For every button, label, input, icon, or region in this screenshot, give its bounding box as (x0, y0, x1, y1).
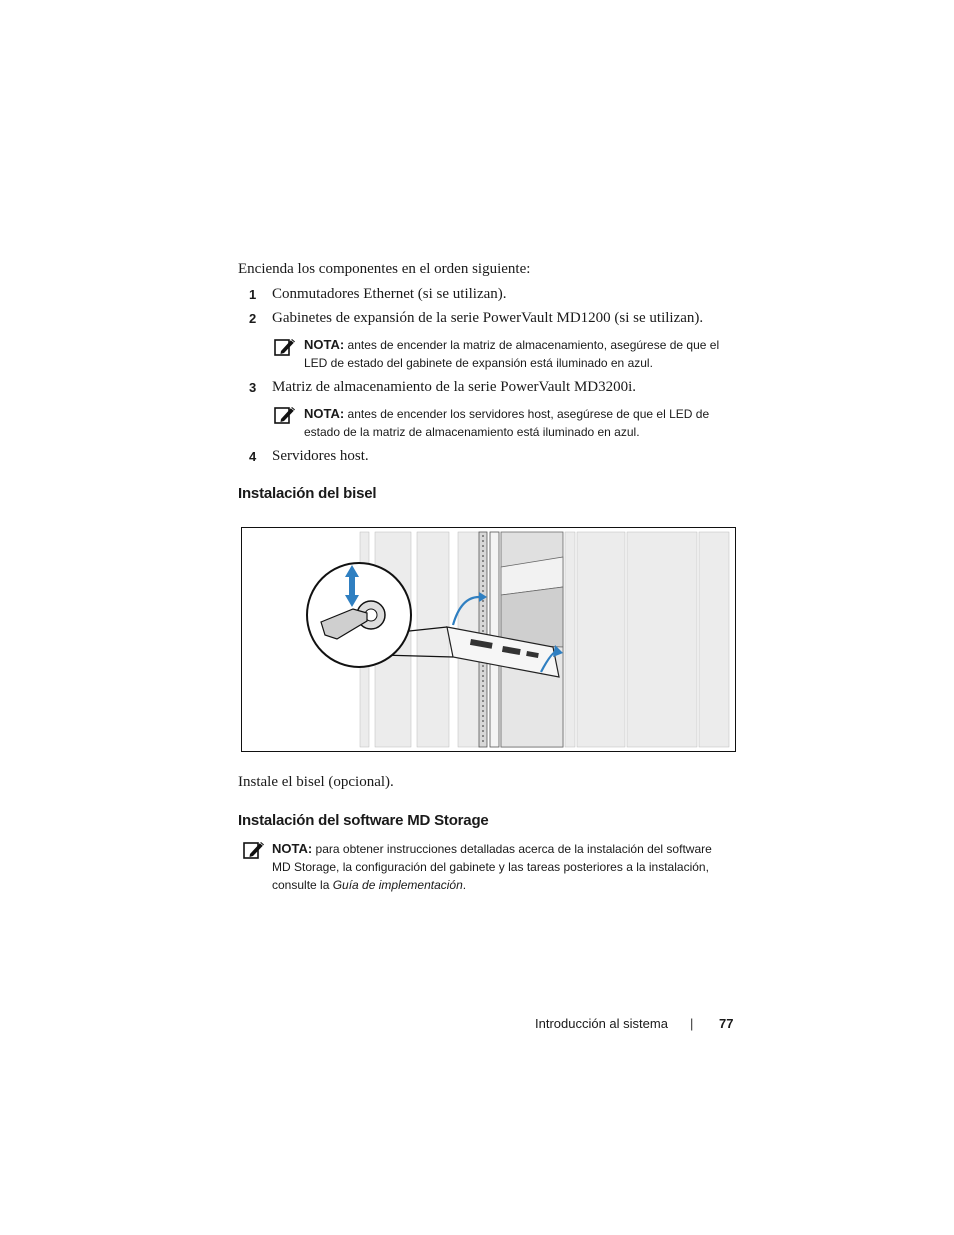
step-number: 3 (249, 380, 257, 395)
note-line: antes de encender la matriz de almacenamiento, asegúrese de que el (347, 338, 720, 352)
step-number: 1 (249, 287, 257, 302)
note-label: NOTA: (304, 406, 345, 421)
note-1 (304, 336, 744, 372)
note-line: estado de la matriz de almacenamiento está iluminado en azul. (304, 425, 640, 439)
section-heading: Instalación del bisel (238, 485, 377, 502)
pencil-note-icon (274, 337, 296, 357)
pencil-note-icon (243, 840, 265, 860)
footer-separator: | (690, 1016, 694, 1031)
note-3 (272, 840, 747, 894)
footer-title: Introducción al sistema (535, 1016, 668, 1031)
note-line-end: . (462, 878, 467, 892)
note-label: NOTA: (272, 841, 313, 856)
step-text: Gabinetes de expansión de la serie PowerVault MD1200 (si se utilizan). (272, 310, 704, 326)
intro-text: Encienda los componentes en el orden siguiente: (238, 261, 531, 277)
step-text: Conmutadores Ethernet (si se utilizan). (272, 286, 507, 302)
note-2 (304, 405, 744, 441)
pencil-note-icon (274, 405, 296, 425)
note-line: consulte la (272, 878, 333, 892)
note-line: antes de encender los servidores host, asegúrese de que el LED de (347, 407, 710, 421)
step-text: Matriz de almacenamiento de la serie PowerVault MD3200i. (272, 379, 637, 395)
note-line: LED de estado del gabinete de expansión está iluminado en azul. (304, 356, 653, 370)
note-line: para obtener instrucciones detalladas acerca de la instalación del software (315, 842, 712, 856)
guide-reference: Guía de implementación (332, 878, 463, 892)
page-number: 77 (719, 1016, 734, 1031)
step-number: 2 (249, 311, 257, 326)
step-text: Servidores host. (272, 448, 369, 464)
bezel-install-figure (241, 527, 736, 752)
section-heading: Instalación del software MD Storage (238, 812, 489, 829)
note-line: MD Storage, la configuración del gabinete y las tareas posteriores a la instalación, (272, 860, 709, 874)
note-label: NOTA: (304, 337, 345, 352)
figure-caption: Instale el bisel (opcional). (238, 774, 394, 790)
step-number: 4 (249, 449, 257, 464)
